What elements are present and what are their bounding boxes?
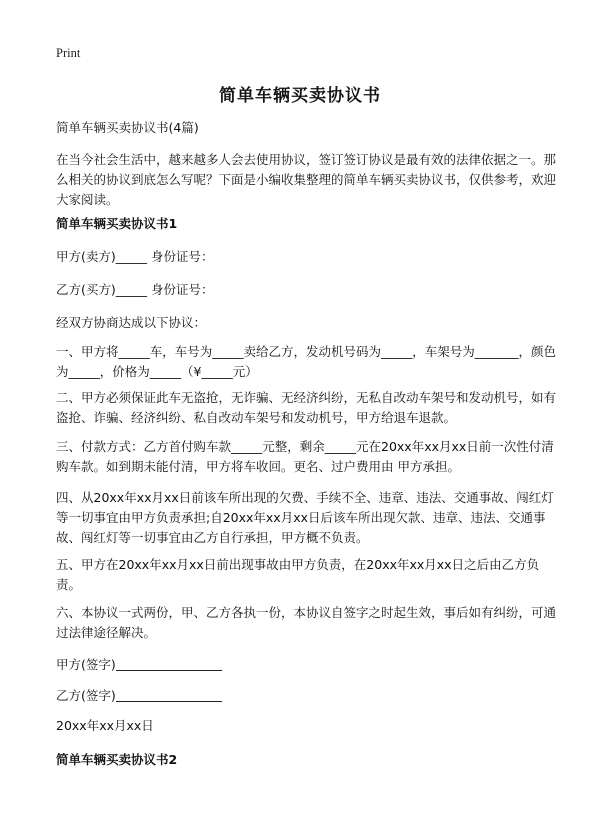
section-2-heading: 简单车辆买卖协议书2 [56, 752, 178, 767]
clause-3: 三、付款方式：乙方首付购车款_____元整，剩余_____元在20xx年xx月xx日前一次性付清购车款。如到期未能付清，甲方将车收回。更名、过户费用由 甲方承担。 [56, 439, 554, 474]
signature-a [56, 655, 556, 675]
document-title: 简单车辆买卖协议书 [219, 86, 381, 106]
clause-6: 六、本协议一式两份，甲、乙方各执一份，本协议自签字之时起生效，事后如有纠纷，可通过法律途径解决。 [56, 605, 557, 640]
signature-b-label: 乙方(签字) [56, 688, 116, 703]
print-label[interactable]: Print [56, 46, 81, 60]
signature-a-label: 甲方(签字) [56, 657, 116, 672]
signature-b [56, 686, 556, 706]
clause-2: 二、甲方必须保证此车无盗抢，无诈骗、无经济纠纷，无私自改动车架号和发动机号，如有盗抢、诈骗、经济纠纷、私自改动车架号和发动机号，甲方给退车退款。 [56, 390, 557, 425]
section-1-heading: 简单车辆买卖协议书1 [56, 216, 178, 231]
intro-paragraph: 在当今社会生活中，越来越多人会去使用协议，签订签订协议是最有效的法律依据之一。那么相关的协议到底怎么写呢？下面是小编收集整理的简单车辆买卖协议书，仅供参考，欢迎大家阅读。 [56, 152, 557, 207]
date-line: 20xx年xx月xx日 [56, 718, 154, 733]
clause-1: 一、甲方将_____车，车号为_____卖给乙方，发动机号码为_____，车架号为_______，颜色为_____，价格为_____（¥_____元） [56, 344, 557, 379]
clause-4: 四、从20xx年xx月xx日前该车所出现的欠费、手续不全、违章、违法、交通事故、闯红灯等一切事宜由甲方负责承担;自20xx年xx月xx日后该车所出现欠款、违章、违法、交通事故、闯红灯等一切事宜由乙方自行承担，甲方概不负责。 [56, 490, 554, 545]
party-a-line: 甲方(卖方)_____ 身份证号： [56, 249, 214, 264]
document-subtitle: 简单车辆买卖协议书(4篇) [56, 120, 199, 135]
agreement-intro: 经双方协商达成以下协议： [56, 315, 207, 330]
signature-b-line[interactable] [116, 687, 222, 702]
clause-5: 五、甲方在20xx年xx月xx日前出现事故由甲方负责，在20xx年xx月xx日之后由乙方负责。 [56, 557, 540, 592]
party-b-line: 乙方(买方)_____ 身份证号： [56, 282, 214, 297]
signature-a-line[interactable] [116, 656, 222, 671]
